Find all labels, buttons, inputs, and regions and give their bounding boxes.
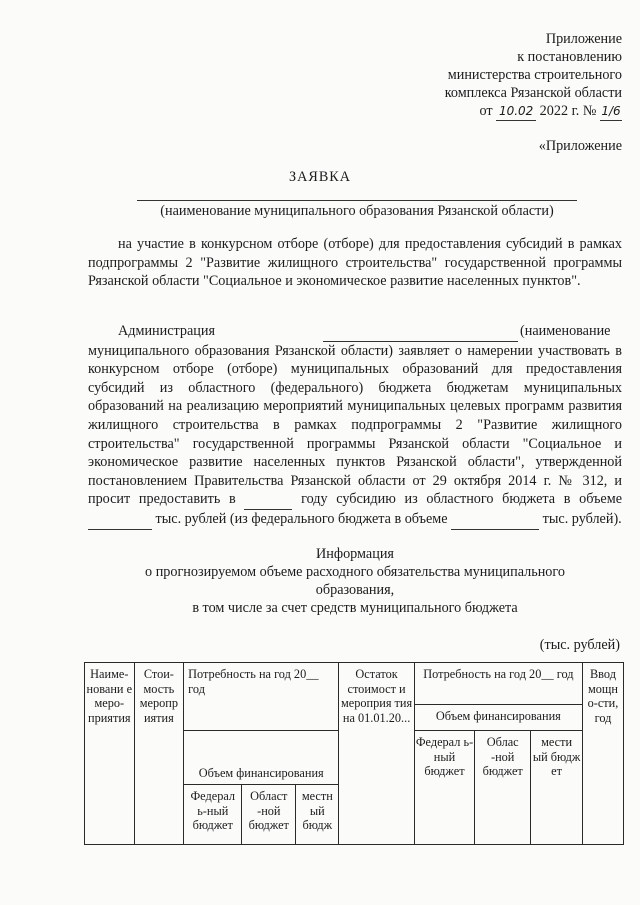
header-line-2: к постановлению — [517, 49, 622, 65]
header-date-line — [445, 102, 622, 121]
p2-part-4: тыс. рублей (из федерального бюджета в объеме — [155, 510, 448, 527]
header-local-1: местн ый бюдж — [296, 785, 339, 845]
header-federal-2: Федерал ь-ный бюджет — [414, 731, 474, 845]
appendix-label: «Приложение — [538, 138, 622, 154]
year-blank — [244, 490, 292, 510]
p2-part-1: Администрация — [118, 323, 215, 339]
document-title: ЗАЯВКА — [289, 169, 351, 185]
paragraph-1: на участие в конкурсном отборе (отборе) для предоставления субсидий в рамках подпрограммы 2 "Развитие жилищного строительства" государственной программы Рязанской области "Социальное и экономическое развитие населенных пунктов". — [88, 236, 622, 289]
header-need-year-2: Потребность на год 20__ год — [414, 663, 582, 705]
document-subtitle: (наименование муниципального образования Рязанской области) — [160, 203, 554, 219]
date-prefix: от — [479, 103, 493, 119]
info-line-2: о прогнозируемом объеме расходного обязательства муниципального — [145, 564, 565, 580]
header-need-year-1: Потребность на год 20__ год — [184, 663, 339, 731]
header-remainder: Остаток стоимост и мероприя тия на 01.01.20... — [339, 663, 414, 845]
appendix-header — [445, 30, 622, 121]
p2-part-3: году субсидию из областного бюджета в объеме — [301, 491, 622, 508]
paragraph-2 — [88, 322, 622, 530]
header-commission-year: Ввод мощн о-сти, год — [582, 663, 623, 845]
units-label: (тыс. рублей) — [539, 637, 620, 653]
header-event-cost: Стои-мость меропр иятия — [134, 663, 184, 845]
header-regional-1: Област -ной бюджет — [242, 785, 296, 845]
regional-amount-blank — [88, 510, 152, 530]
info-line-4: в том числе за счет средств муниципального бюджета — [192, 600, 518, 616]
header-local-2: мести ый бюдж ет — [531, 731, 583, 845]
date-year: 2022 г. № — [539, 103, 597, 119]
header-line-1: Приложение — [545, 31, 622, 47]
header-event-name: Наиме-новани е меро-приятия — [85, 663, 135, 845]
date-handwritten: 10.02 — [496, 102, 536, 121]
header-regional-2: Облас -ной бюджет — [475, 731, 531, 845]
info-title: Информация — [316, 546, 394, 562]
header-funding-1: Объем финансирования — [184, 731, 339, 785]
p2-part-2: (наименование муниципального образования Рязанской области) заявляет о намерении участвовать в конкурсном отборе (отборе) муниципальных образований для предоставления субсидий из областного (федерального) бюджета бюджетам муниципальных образований на реализацию мероприятий муниципальных целевых программ развития жилищного строительства в рамках подпрограммы 2 "Развитие жилищного строительства" государственной программы Рязанской области "Социальное и экономическое развитие населенных пунктов Рязанской области", утвержденной постановлением Правительства Рязанской области от 29 октября 2014 г. № 312, и просит предоставить в — [88, 323, 622, 508]
federal-amount-blank — [451, 510, 539, 530]
info-heading — [88, 545, 622, 617]
admin-name-blank — [323, 322, 518, 342]
info-line-3: образования, — [315, 582, 395, 598]
header-line-3: министерства строительного — [447, 67, 622, 83]
title-blank-line — [137, 200, 577, 201]
header-funding-2: Объем финансирования — [414, 705, 582, 731]
header-federal-1: Федерал ь-ный бюджет — [184, 785, 242, 845]
funding-table — [84, 662, 624, 845]
header-line-4: комплекса Рязанской области — [444, 85, 622, 101]
p2-part-5: тыс. рублей). — [542, 510, 622, 527]
number-handwritten: 1/6 — [600, 102, 622, 121]
